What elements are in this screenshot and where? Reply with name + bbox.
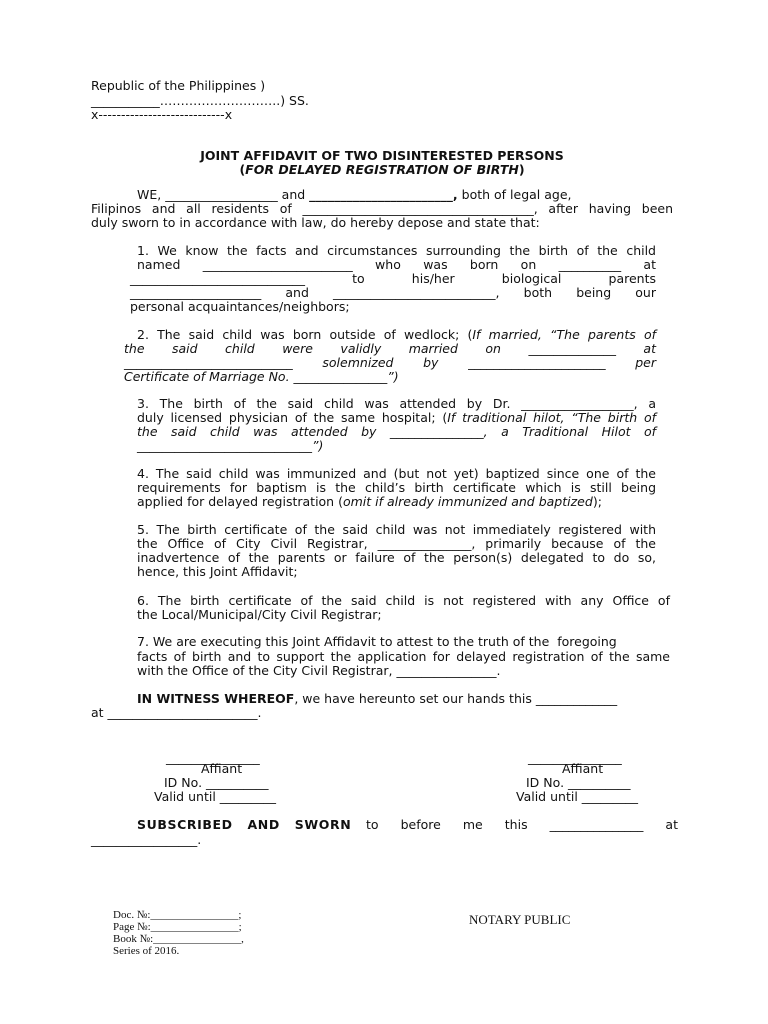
notary-series: Series of 2016. xyxy=(113,945,180,957)
para7-line-1: 7. We are executing this Joint Affidavit to attest to the truth of the foregoing xyxy=(137,634,617,649)
para1-line-5: personal acquaintances/neighbors; xyxy=(130,299,350,314)
jurat-bold: SUBSCRIBED AND SWORN xyxy=(137,817,352,832)
intro-line-1: WE, __________________ and _______________________, both of legal age, xyxy=(137,187,572,202)
document-title: JOINT AFFIDAVIT OF TWO DISINTERESTED PERSONS xyxy=(200,148,564,163)
jurat-line-2: _________________. xyxy=(91,832,202,847)
jurat-rest: to before me this _______________ at xyxy=(366,817,678,832)
document-subtitle: (FOR DELAYED REGISTRATION OF BIRTH) xyxy=(239,162,525,177)
witness-line-1: IN WITNESS WHEREOF, we have hereunto set our hands this _____________ xyxy=(137,691,618,706)
para7-line-3: with the Office of the City Civil Registrar, ________________. xyxy=(137,663,501,678)
para5-line-2: the Office of City Civil Registrar, _______________, primarily because of the xyxy=(137,536,656,551)
para4-line-1: 4. The said child was immunized and (but not yet) baptized since one of the xyxy=(137,466,656,481)
para5-line-4: hence, this Joint Affidavit; xyxy=(137,564,298,579)
para3-line-3: the said child was attended by _______________, a Traditional Hilot of xyxy=(137,424,656,439)
para6-line-2: the Local/Municipal/City Civil Registrar; xyxy=(137,607,382,622)
witness-line-2: at ________________________. xyxy=(91,705,262,720)
affiant-1-valid-until: Valid until _________ xyxy=(154,789,277,804)
affiant-1-id: ID No. __________ xyxy=(164,775,269,790)
affiant-2-label: Affiant xyxy=(562,761,604,776)
para6-line-1: 6. The birth certificate of the said child is not registered with any Office of xyxy=(137,593,670,608)
affiant-2-signature-line: _______________ xyxy=(528,750,622,765)
intro-line-3: duly sworn to in accordance with law, do hereby depose and state that: xyxy=(91,215,540,230)
jurisdiction-line: Republic of the Philippines ) xyxy=(91,78,266,93)
para2-line-4: Certificate of Marriage No. _______________”) xyxy=(124,369,399,384)
para1-line-4: _____________________ and __________________________, both being our xyxy=(130,285,656,300)
notary-page-no: Page №:________________; xyxy=(113,921,242,933)
affiant-1-signature-line: _______________ xyxy=(166,750,260,765)
para7-line-2: facts of birth and to support the application for delayed registration of the same xyxy=(137,649,670,664)
para4-line-3: applied for delayed registration (omit if already immunized and baptized); xyxy=(137,494,602,509)
para2-line-3: ___________________________ solemnized by ______________________ per xyxy=(124,355,656,370)
notary-public-label: NOTARY PUBLIC xyxy=(469,912,571,927)
affiant-1-label: Affiant xyxy=(201,761,243,776)
notary-book-no: Book №:________________, xyxy=(113,933,244,945)
para1-line-3: ____________________________ to his/her biological parents xyxy=(130,271,656,286)
para1-line-1: 1. We know the facts and circumstances surrounding the birth of the child xyxy=(137,243,656,258)
para3-line-4: ____________________________”) xyxy=(137,438,324,453)
para4-line-2: requirements for baptism is the child’s birth certificate which is still being xyxy=(137,480,656,495)
separator-line: x----------------------------x xyxy=(91,107,233,122)
affiant-2-valid-until: Valid until _________ xyxy=(516,789,639,804)
venue-line: ___________………………………..) SS. xyxy=(91,93,309,108)
affiant-2-id: ID No. __________ xyxy=(526,775,631,790)
intro-line-2: Filipinos and all residents of _____________________________________, after having been xyxy=(91,201,673,216)
para5-line-1: 5. The birth certificate of the said child was not immediately registered with xyxy=(137,522,656,537)
para1-line-2: named ________________________ who was born on __________ at xyxy=(137,257,656,272)
para2-line-2: the said child were validly married on ______________ at xyxy=(124,341,656,356)
para2-line-1: 2. The said child was born outside of wedlock; (If married, “The parents of xyxy=(137,327,656,342)
notary-doc-no: Doc. №:________________; xyxy=(113,909,242,921)
para3-line-1: 3. The birth of the said child was attended by Dr. __________________, a xyxy=(137,396,656,411)
para5-line-3: inadvertence of the parents or failure of the person(s) delegated to do so, xyxy=(137,550,656,565)
para3-line-2: duly licensed physician of the same hospital; (If traditional hilot, “The birth of xyxy=(137,410,657,425)
